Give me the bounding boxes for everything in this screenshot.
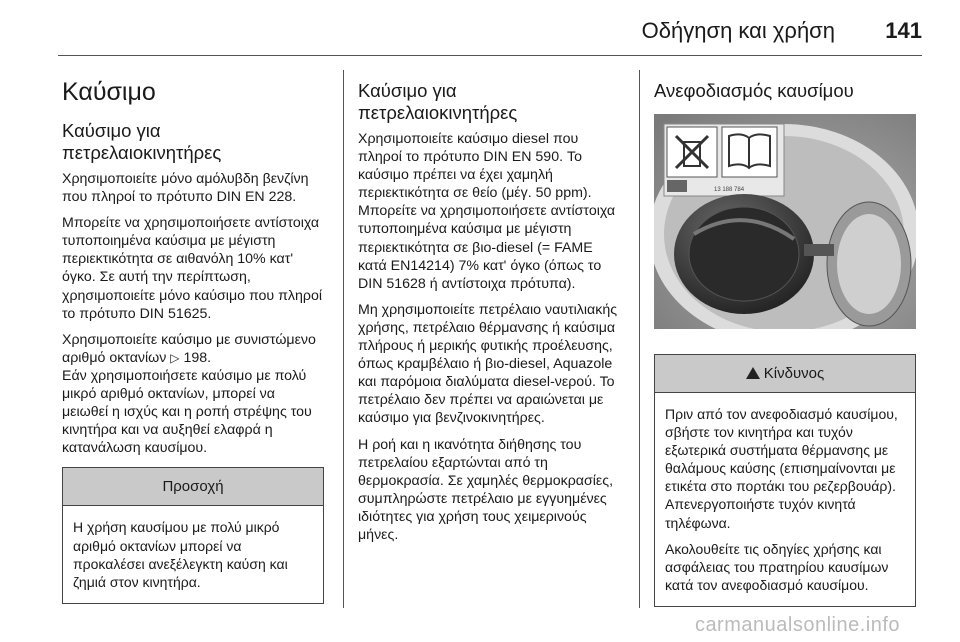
caution-title: Προσοχή xyxy=(63,468,323,506)
paragraph: Μπορείτε να χρησιμοποιήσετε αντίστοιχα τυποποιημένα καύσιμα με μέγιστη περιεκτικότητα σε αιθανόλη 10% κατ' όγκο. Σε αυτή την περίπτωση, χρησιμοποιείτε μόνο καύσιμο που πληροί το πρότυπο DIN 51625. xyxy=(62,215,323,322)
subsection-heading: Καύσιμο για πετρελαιοκινητήρες xyxy=(62,120,222,163)
paragraph: Εάν χρησιμοποιήσετε καύσιμο με πολύ μικρό αριθμό οκτανίων, μπορεί να μειωθεί η ισχύς και η ροπή στρέψης του κινητήρα και να αυξηθεί ελαφρά η κατανάλωση καυσίμου. xyxy=(62,367,312,457)
running-header-title: Οδήγηση και χρήση xyxy=(641,18,835,43)
header-divider xyxy=(58,55,922,56)
column-divider xyxy=(639,70,640,608)
page-ref-arrow-icon: ▷ xyxy=(170,350,180,365)
column-divider xyxy=(343,70,344,608)
danger-title xyxy=(655,355,915,393)
page-ref-link[interactable]: 198 xyxy=(183,349,208,366)
paragraph: Μη χρησιμοποιείτε πετρέλαιο ναυτιλιακής χρήσης, πετρέλαιο θέρμανσης ή καύσιμα πλήρους ή μερικής φυτικής προέλευσης, όπως κραμβέλαιο ή βιο-diesel, Aquazole και παρόμοια διαλύματα diesel-νερού. Το πετρέλαιο δεν πρέπει να αραιώνεται με καύσιμο για βενζινοκινητήρες. xyxy=(358,301,618,427)
danger-title-text: Κίνδυνος xyxy=(763,365,825,382)
section-heading: Καύσιμο xyxy=(62,78,156,106)
column-1 xyxy=(62,70,324,604)
warning-triangle-icon xyxy=(746,367,760,379)
paragraph: Χρησιμοποιείτε καύσιμο diesel που πληροί το πρότυπο DIN EN 590. Το καύσιμο πρέπει να έχει χαμηλή περιεκτικότητα σε θείο (μέγ. 50 ppm). Μπορείτε να χρησιμοποιήσετε αντίστοιχα τυποποιημένα καύσιμα με μέγιστη περιεκτικότητα σε βιο-diesel (= FAME κατά EN14214) 7% κατ' όγκο (όπως το DIN 51628 ή αντίστοιχα πρότυπα). xyxy=(358,131,616,292)
paragraph: Χρησιμοποιείτε καύσιμο με συνιστώμενο αριθμό οκτανίων ▷ 198. xyxy=(62,331,316,366)
column-2 xyxy=(358,70,620,552)
paragraph: Χρησιμοποιείτε μόνο αμόλυβδη βενζίνη που πληροί το πρότυπο DIN EN 228. xyxy=(62,171,309,206)
paragraph-text: Χρησιμοποιείτε καύσιμο με συνιστώμενο αριθμό οκτανίων xyxy=(62,331,316,366)
danger-text: Πριν από τον ανεφοδιασμό καυσίμου, σβήστε τον κινητήρα και τυχόν εξωτερικά συστήματα θέρμανσης με θαλάμους καύσης (επισημαίνονται με ετικέτα στο πορτάκι του ρεζερβουάρ). Απενεργοποιήστε τυχόν κινητά τηλέφωνα. xyxy=(665,406,898,531)
column-3 xyxy=(654,70,916,607)
danger-box xyxy=(654,354,916,607)
section-heading: Ανεφοδιασμός καυσίμου xyxy=(654,80,854,101)
caution-text: Η χρήση καυσίμου με πολύ μικρό αριθμό οκτανίων μπορεί να προκαλέσει ανεξέλεγκτη καύση και ζημιά στον κινητήρα. xyxy=(73,519,288,590)
watermark: carmanualsonline.info xyxy=(694,614,900,636)
caution-box xyxy=(62,467,324,603)
paragraph: Η ροή και η ικανότητα διήθησης του πετρελαίου εξαρτώνται από τη θερμοκρασία. Σε χαμηλές θερμοκρασίες, συμπληρώστε πετρέλαιο με εγγυημένες ιδιότητες για χρήση τους χειμερινούς μήνες. xyxy=(358,436,614,543)
section-heading: Καύσιμο για πετρελαιοκινητήρες xyxy=(358,80,518,123)
image-code: 13 188 784 xyxy=(714,187,745,193)
page-number: 141 xyxy=(885,18,922,43)
danger-text: Ακολουθείτε τις οδηγίες χρήσης και ασφάλειας του πρατηρίου καυσίμων κατά τον ανεφοδιασμό καυσίμου. xyxy=(665,540,889,593)
fuel-filler-flap-photo xyxy=(654,114,916,329)
